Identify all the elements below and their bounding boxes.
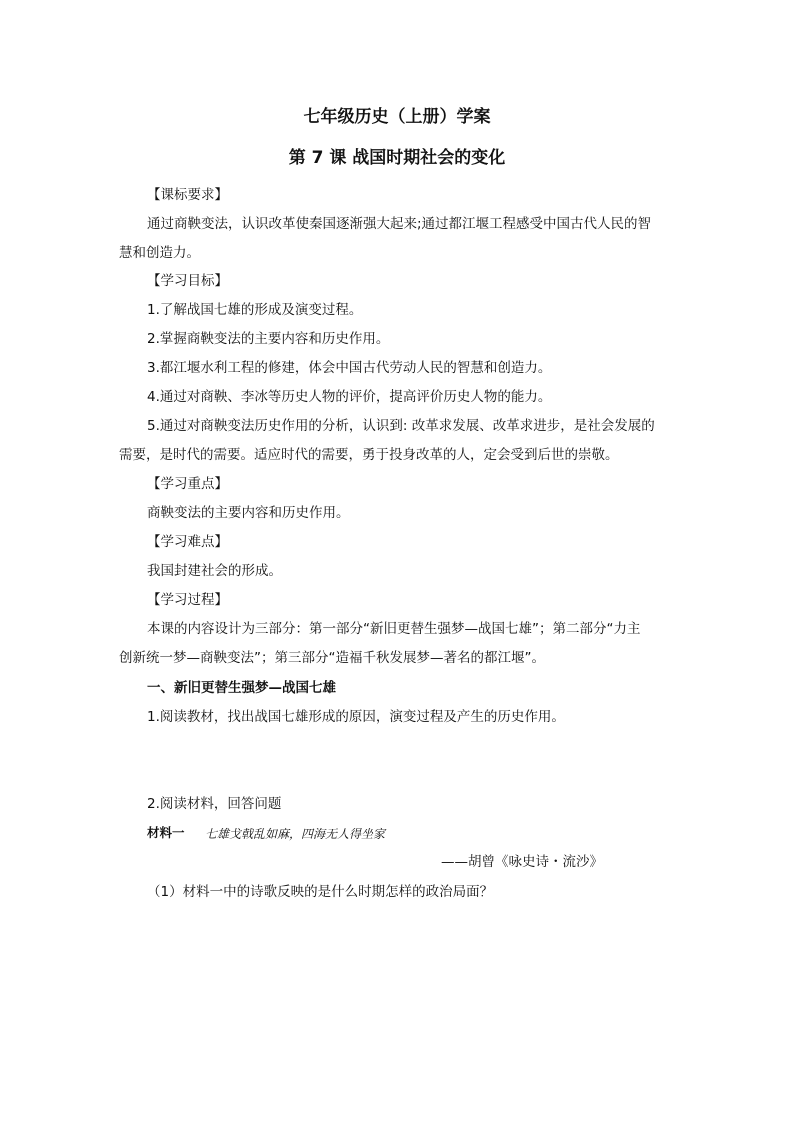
kebiao-paragraph-line2: 慧和创造力。	[119, 245, 200, 261]
kebiao-paragraph-line1: 通过商鞅变法，认识改革使秦国逐渐强大起来;通过都江堰工程感受中国古代人民的智	[147, 216, 652, 232]
lesson-title: 第 7 课 战国时期社会的变化	[288, 148, 506, 168]
question-2: 2.阅读材料，回答问题	[147, 796, 282, 812]
objective-item-3: 3.都江堰水利工程的修建，体会中国古代劳动人民的智慧和创造力。	[147, 360, 552, 376]
section-heading-guocheng: 【学习过程】	[147, 592, 228, 608]
key-point-text: 商鞅变法的主要内容和历史作用。	[147, 505, 350, 521]
material-source: ——胡曾《咏史诗・流沙》	[441, 854, 603, 870]
objective-item-2: 2.掌握商鞅变法的主要内容和历史作用。	[147, 331, 390, 347]
material-poem: 七雄戈戟乱如麻，四海无人得坐家	[205, 827, 386, 841]
question-1: 1.阅读教材，找出战国七雄形成的原因，演变过程及产生的历史作用。	[147, 709, 565, 725]
material-label: 材料一	[147, 825, 185, 840]
process-paragraph-line1: 本课的内容设计为三部分：第一部分“新旧更替生强梦—战国七雄”；第二部分“力主	[147, 621, 641, 637]
question-2-1: （1）材料一中的诗歌反映的是什么时期怎样的政治局面？	[147, 884, 494, 900]
section-heading-mubiao: 【学习目标】	[147, 273, 228, 289]
process-paragraph-line2: 创新统一梦—商鞅变法”；第三部分“造福千秋发展梦—著名的都江堰”。	[119, 650, 545, 666]
part1-heading: 一、新旧更替生强梦—战国七雄	[147, 680, 336, 696]
objective-item-4: 4.通过对商鞅、李冰等历史人物的评价，提高评价历史人物的能力。	[147, 389, 552, 405]
section-heading-zhongdian: 【学习重点】	[147, 476, 228, 492]
section-heading-nandian: 【学习难点】	[147, 534, 228, 550]
difficulty-text: 我国封建社会的形成。	[147, 563, 282, 579]
objective-item-5-line2: 需要，是时代的需要。适应时代的需要，勇于投身改革的人，定会受到后世的崇敬。	[119, 447, 619, 463]
objective-item-5-line1: 5.通过对商鞅变法历史作用的分析，认识到: 改革求发展、改革求进步，是社会发展的	[147, 418, 655, 434]
page-title: 七年级历史（上册）学案	[303, 107, 491, 127]
section-heading-kebiao: 【课标要求】	[147, 187, 228, 203]
objective-item-1: 1.了解战国七雄的形成及演变过程。	[147, 302, 363, 318]
